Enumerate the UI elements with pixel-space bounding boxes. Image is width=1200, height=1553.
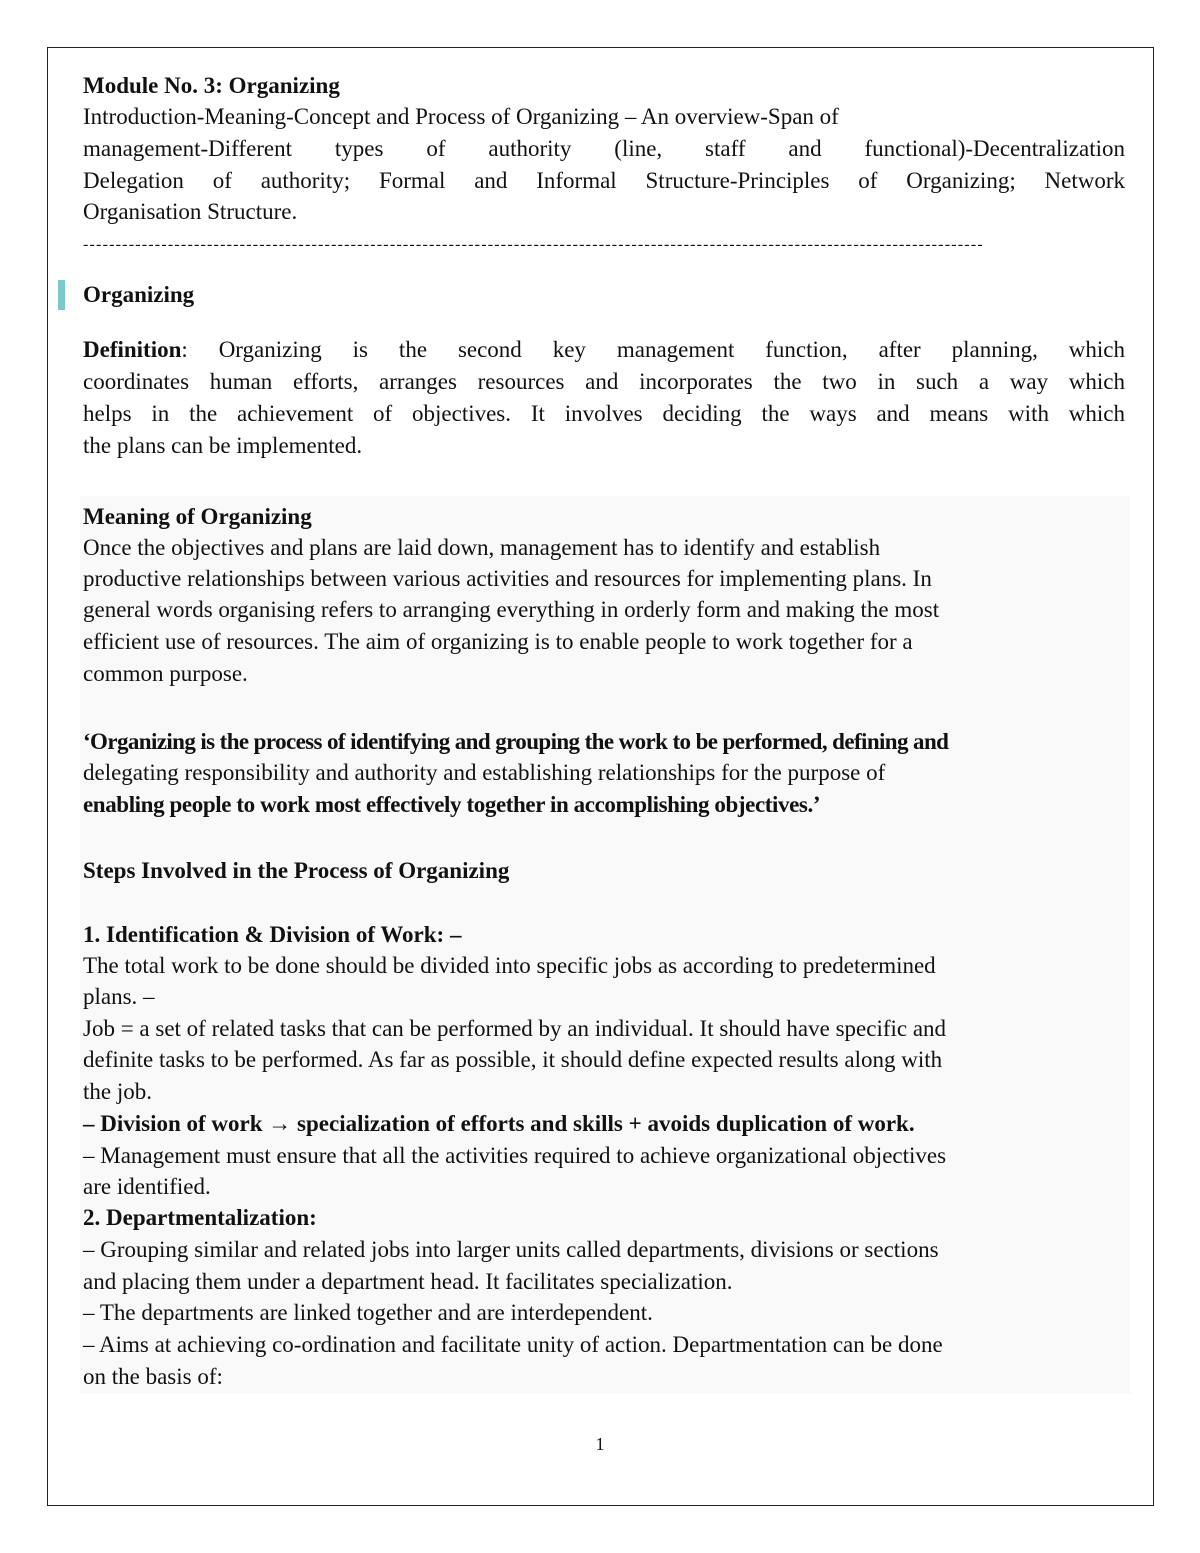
heading-marker bbox=[58, 280, 65, 310]
steps-heading: Steps Involved in the Process of Organizing bbox=[83, 858, 510, 883]
quote-line: enabling people to work most effectively together in accomplishing objectives.’ bbox=[83, 792, 821, 817]
definition-label: Definition bbox=[83, 337, 182, 362]
definition-line: the plans can be implemented. bbox=[83, 433, 363, 458]
step2-line: – Aims at achieving co-ordination and facilitate unity of action. Departmentation can be done bbox=[83, 1332, 943, 1357]
section-heading: Organizing bbox=[83, 282, 195, 307]
step2-heading: 2. Departmentalization: bbox=[83, 1205, 317, 1230]
intro-line: Organisation Structure. bbox=[83, 199, 298, 224]
definition-text: : Organizing is the second key management function, after planning, which bbox=[181, 337, 1125, 362]
meaning-line: efficient use of resources. The aim of organizing is to enable people to work together for a bbox=[83, 629, 913, 654]
step2-line: on the basis of: bbox=[83, 1364, 223, 1389]
step1-line: Job = a set of related tasks that can be performed by an individual. It should have specific and bbox=[83, 1016, 947, 1041]
step1-line: plans. – bbox=[83, 984, 155, 1009]
meaning-line: common purpose. bbox=[83, 661, 248, 686]
definition-line: coordinates human efforts, arranges resources and incorporates the two in such a way which bbox=[83, 369, 1125, 394]
intro-line: Delegation of authority; Formal and Informal Structure-Principles of Organizing; Network bbox=[83, 168, 1125, 193]
intro-line: management-Different types of authority (line, staff and functional)-Decentralization bbox=[83, 136, 1125, 161]
step2-line: – The departments are linked together and are interdependent. bbox=[83, 1300, 653, 1325]
module-title: Module No. 3: Organizing bbox=[83, 73, 340, 98]
step1-line: The total work to be done should be divided into specific jobs as according to predetermined bbox=[83, 953, 936, 978]
step2-line: – Grouping similar and related jobs into larger units called departments, divisions or sections bbox=[83, 1237, 939, 1262]
definition-line: helps in the achievement of objectives. It involves deciding the ways and means with which bbox=[83, 401, 1125, 426]
meaning-line: productive relationships between various activities and resources for implementing plans. In bbox=[83, 566, 932, 591]
step2-line: and placing them under a department head. It facilitates specialization. bbox=[83, 1269, 733, 1294]
quote-line: ‘Organizing is the process of identifying and grouping the work to be performed, defining and bbox=[83, 729, 949, 754]
step1-line: are identified. bbox=[83, 1174, 211, 1199]
quote-line: delegating responsibility and authority and establishing relationships for the purpose of bbox=[83, 760, 886, 785]
meaning-heading: Meaning of Organizing bbox=[83, 504, 312, 529]
step1-line: – Division of work → specialization of efforts and skills + avoids duplication of work. bbox=[83, 1111, 915, 1136]
page-number: 1 bbox=[595, 1434, 605, 1454]
step1-line: – Management must ensure that all the activities required to achieve organizational objectives bbox=[83, 1143, 947, 1168]
definition-line bbox=[83, 335, 1125, 365]
step1-heading: 1. Identification & Division of Work: – bbox=[83, 922, 462, 947]
meaning-line: Once the objectives and plans are laid down, management has to identify and establish bbox=[83, 535, 881, 560]
intro-line: Introduction-Meaning-Concept and Process of Organizing – An overview-Span of bbox=[83, 104, 839, 129]
meaning-line: general words organising refers to arranging everything in orderly form and making the most bbox=[83, 597, 940, 622]
step1-line: the job. bbox=[83, 1079, 152, 1104]
separator-line: ------------------------------------------------------------------------------------------------------------------------------------------ bbox=[83, 236, 984, 253]
step1-line: definite tasks to be performed. As far as possible, it should define expected results along with bbox=[83, 1047, 943, 1072]
